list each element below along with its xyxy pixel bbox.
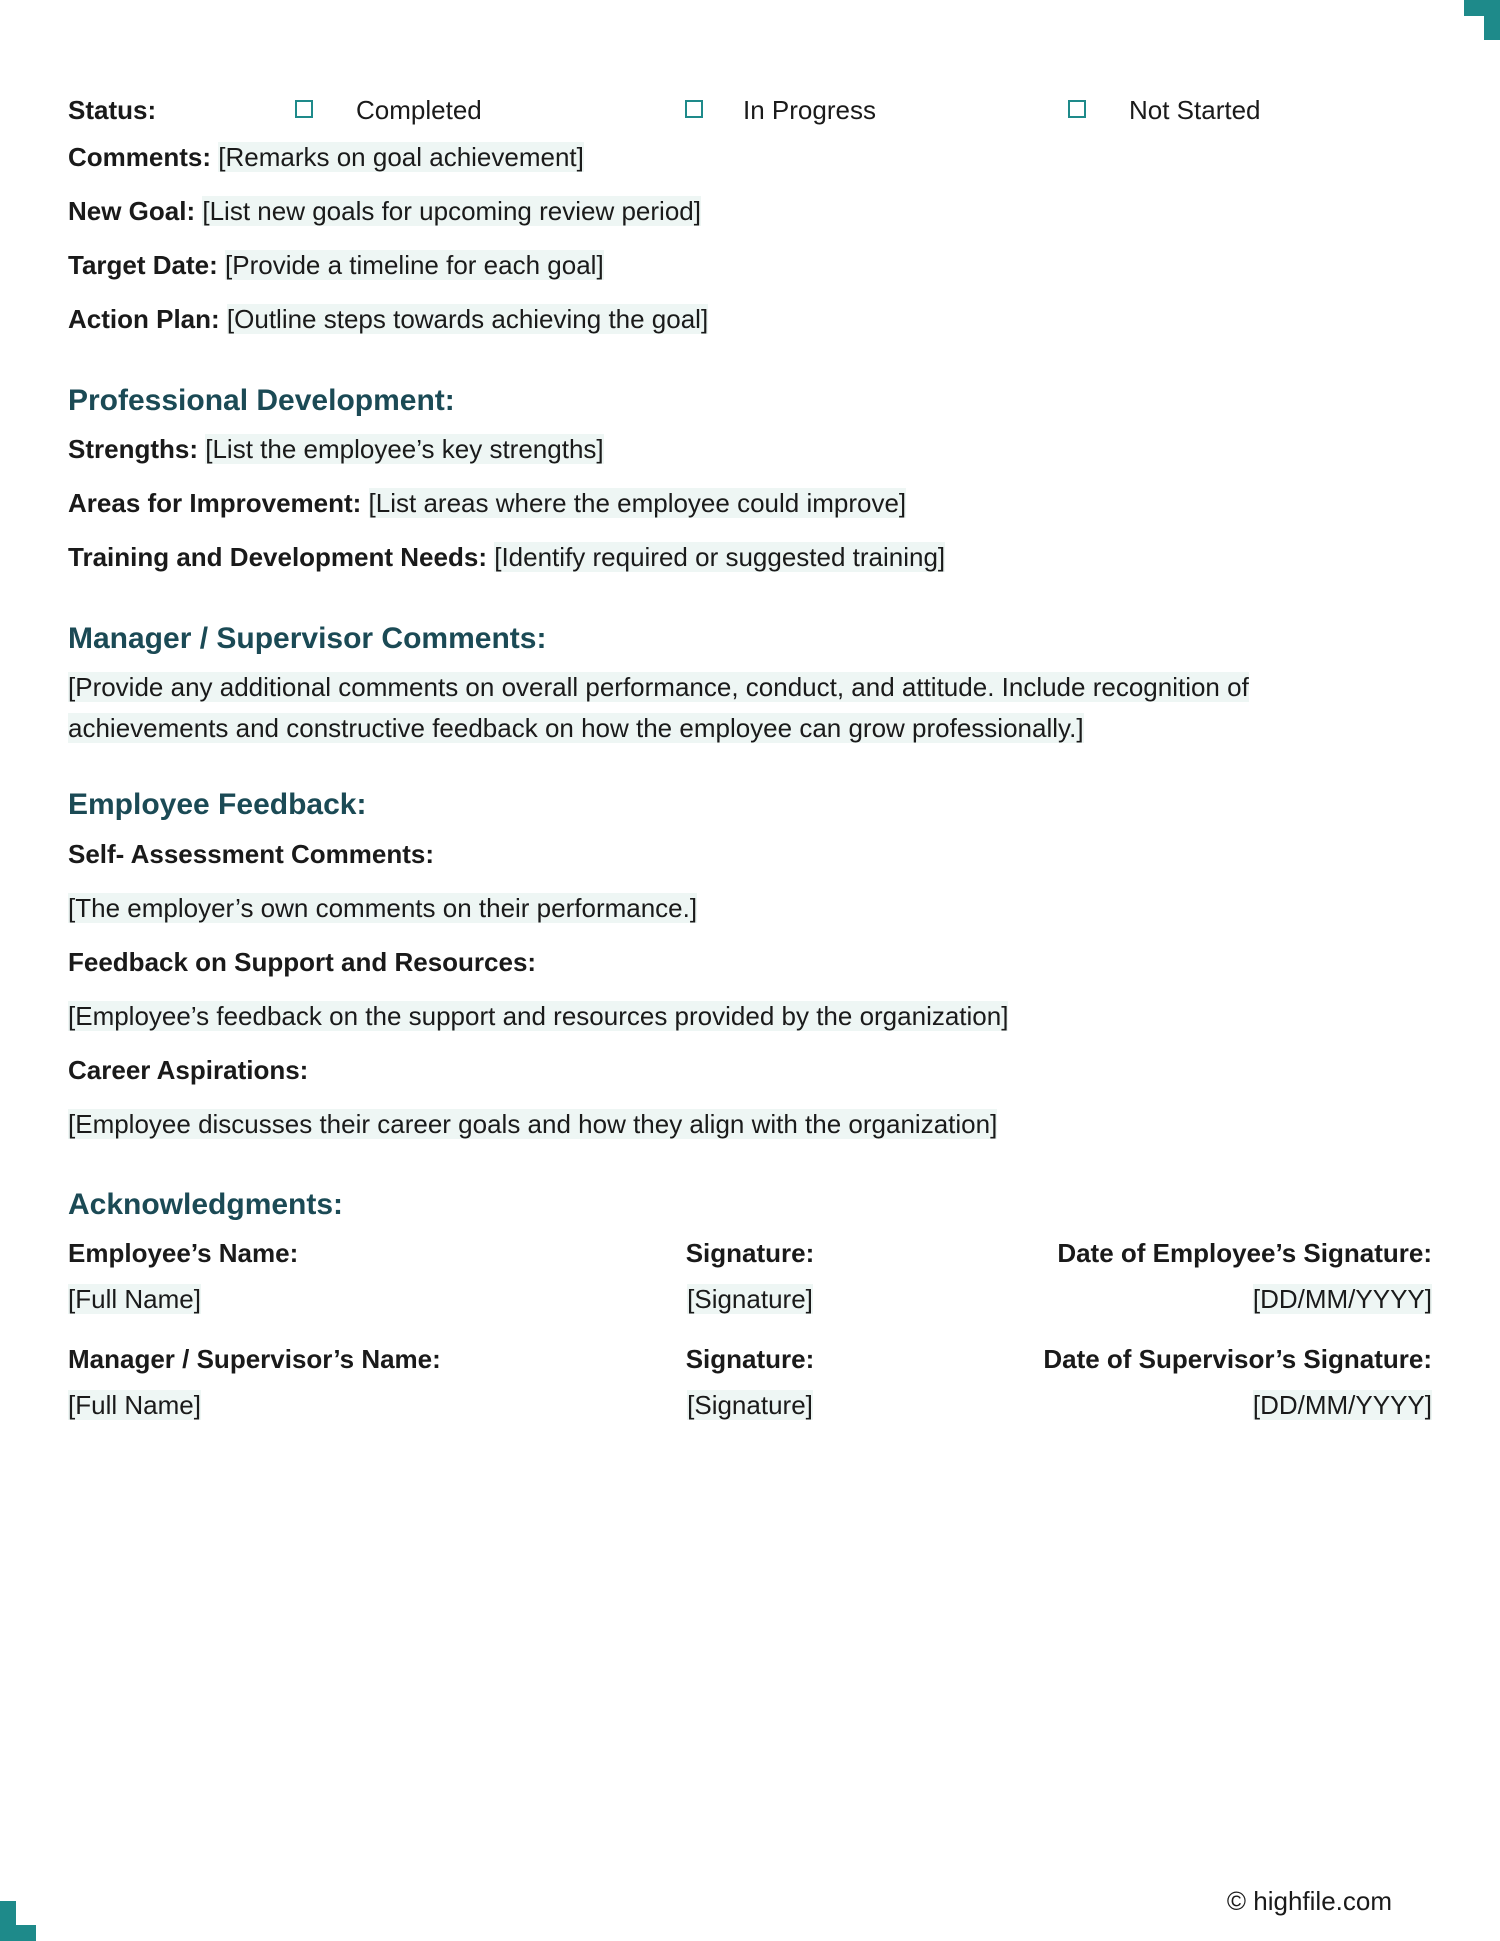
training-line xyxy=(68,540,945,574)
employee-name-value xyxy=(68,1282,201,1316)
field-label: Target Date: xyxy=(68,250,218,280)
field-value[interactable]: [The employer’s own comments on their performance.] xyxy=(68,893,698,923)
field-value[interactable]: [List the employee’s key strengths] xyxy=(205,434,604,464)
manager-signature-label: Signature: xyxy=(685,1344,815,1374)
field-label: Strengths: xyxy=(68,434,198,464)
manager-name-label: Manager / Supervisor’s Name: xyxy=(68,1344,441,1374)
career-aspirations-value xyxy=(68,1107,997,1141)
employee-feedback-heading: Employee Feedback: xyxy=(68,788,367,821)
field-value[interactable]: [Full Name] xyxy=(68,1284,201,1314)
professional-development-heading: Professional Development: xyxy=(68,384,455,417)
field-value[interactable]: [Full Name] xyxy=(68,1390,201,1420)
employee-signature-label: Signature: xyxy=(685,1238,815,1268)
manager-comments-text[interactable] xyxy=(68,667,1338,749)
field-label: New Goal: xyxy=(68,196,196,226)
field-value[interactable]: [DD/MM/YYYY] xyxy=(1252,1390,1432,1420)
status-label: Status: xyxy=(68,95,157,125)
field-value[interactable]: [DD/MM/YYYY] xyxy=(1252,1284,1432,1314)
corner-decoration-top-right xyxy=(1464,0,1500,40)
field-value[interactable]: [Outline steps towards achieving the goal] xyxy=(226,304,709,334)
footer-copyright: © highfile.com xyxy=(1226,1886,1392,1916)
comment-line-1: [Provide any additional comments on overall performance, conduct, and attitude. Include recognition of xyxy=(68,672,1249,702)
self-assessment-label: Self- Assessment Comments: xyxy=(68,839,435,869)
support-resources-value xyxy=(68,999,1008,1033)
strengths-line xyxy=(68,432,604,466)
self-assessment-value xyxy=(68,891,697,925)
employee-name-label: Employee’s Name: xyxy=(68,1238,299,1268)
manager-name-value xyxy=(68,1388,201,1422)
manager-date-label: Date of Supervisor’s Signature: xyxy=(1043,1344,1432,1374)
improvement-line xyxy=(68,486,906,520)
field-value[interactable]: [Provide a timeline for each goal] xyxy=(225,250,604,280)
option-in-progress: In Progress xyxy=(743,95,876,125)
field-label: Action Plan: xyxy=(68,304,220,334)
checkbox-not-started[interactable] xyxy=(1068,100,1086,118)
manager-comments-heading: Manager / Supervisor Comments: xyxy=(68,622,547,655)
career-aspirations-label: Career Aspirations: xyxy=(68,1055,309,1085)
field-label: Areas for Improvement: xyxy=(68,488,362,518)
field-value[interactable]: [Remarks on goal achievement] xyxy=(218,142,584,172)
employee-date-value xyxy=(1253,1282,1432,1316)
new-goal-line xyxy=(68,194,701,228)
manager-date-value xyxy=(1253,1388,1432,1422)
field-value[interactable]: [List new goals for upcoming review period] xyxy=(202,196,701,226)
option-not-started: Not Started xyxy=(1129,95,1261,125)
acknowledgments-heading: Acknowledgments: xyxy=(68,1188,344,1221)
field-value[interactable]: [Employee’s feedback on the support and resources provided by the organization] xyxy=(68,1001,1009,1031)
checkbox-in-progress[interactable] xyxy=(685,100,703,118)
employee-date-label: Date of Employee’s Signature: xyxy=(1057,1238,1432,1268)
option-completed: Completed xyxy=(356,95,482,125)
comment-line-2: achievements and constructive feedback on how the employee can grow professionally.] xyxy=(68,713,1084,743)
field-value[interactable]: [List areas where the employee could improve] xyxy=(368,488,907,518)
field-label: Training and Development Needs: xyxy=(68,542,487,572)
comments-line xyxy=(68,140,584,174)
field-value[interactable]: [Identify required or suggested training] xyxy=(494,542,946,572)
corner-decoration-bottom-left xyxy=(0,1901,36,1941)
field-value[interactable]: [Signature] xyxy=(687,1390,813,1420)
support-resources-label: Feedback on Support and Resources: xyxy=(68,947,537,977)
checkbox-completed[interactable] xyxy=(295,100,313,118)
employee-signature-value xyxy=(600,1282,900,1316)
manager-signature-value xyxy=(600,1388,900,1422)
target-date-line xyxy=(68,248,604,282)
action-plan-line xyxy=(68,302,708,336)
field-label: Comments: xyxy=(68,142,212,172)
field-value[interactable]: [Signature] xyxy=(687,1284,813,1314)
field-value[interactable]: [Employee discusses their career goals and how they align with the organization] xyxy=(68,1109,998,1139)
